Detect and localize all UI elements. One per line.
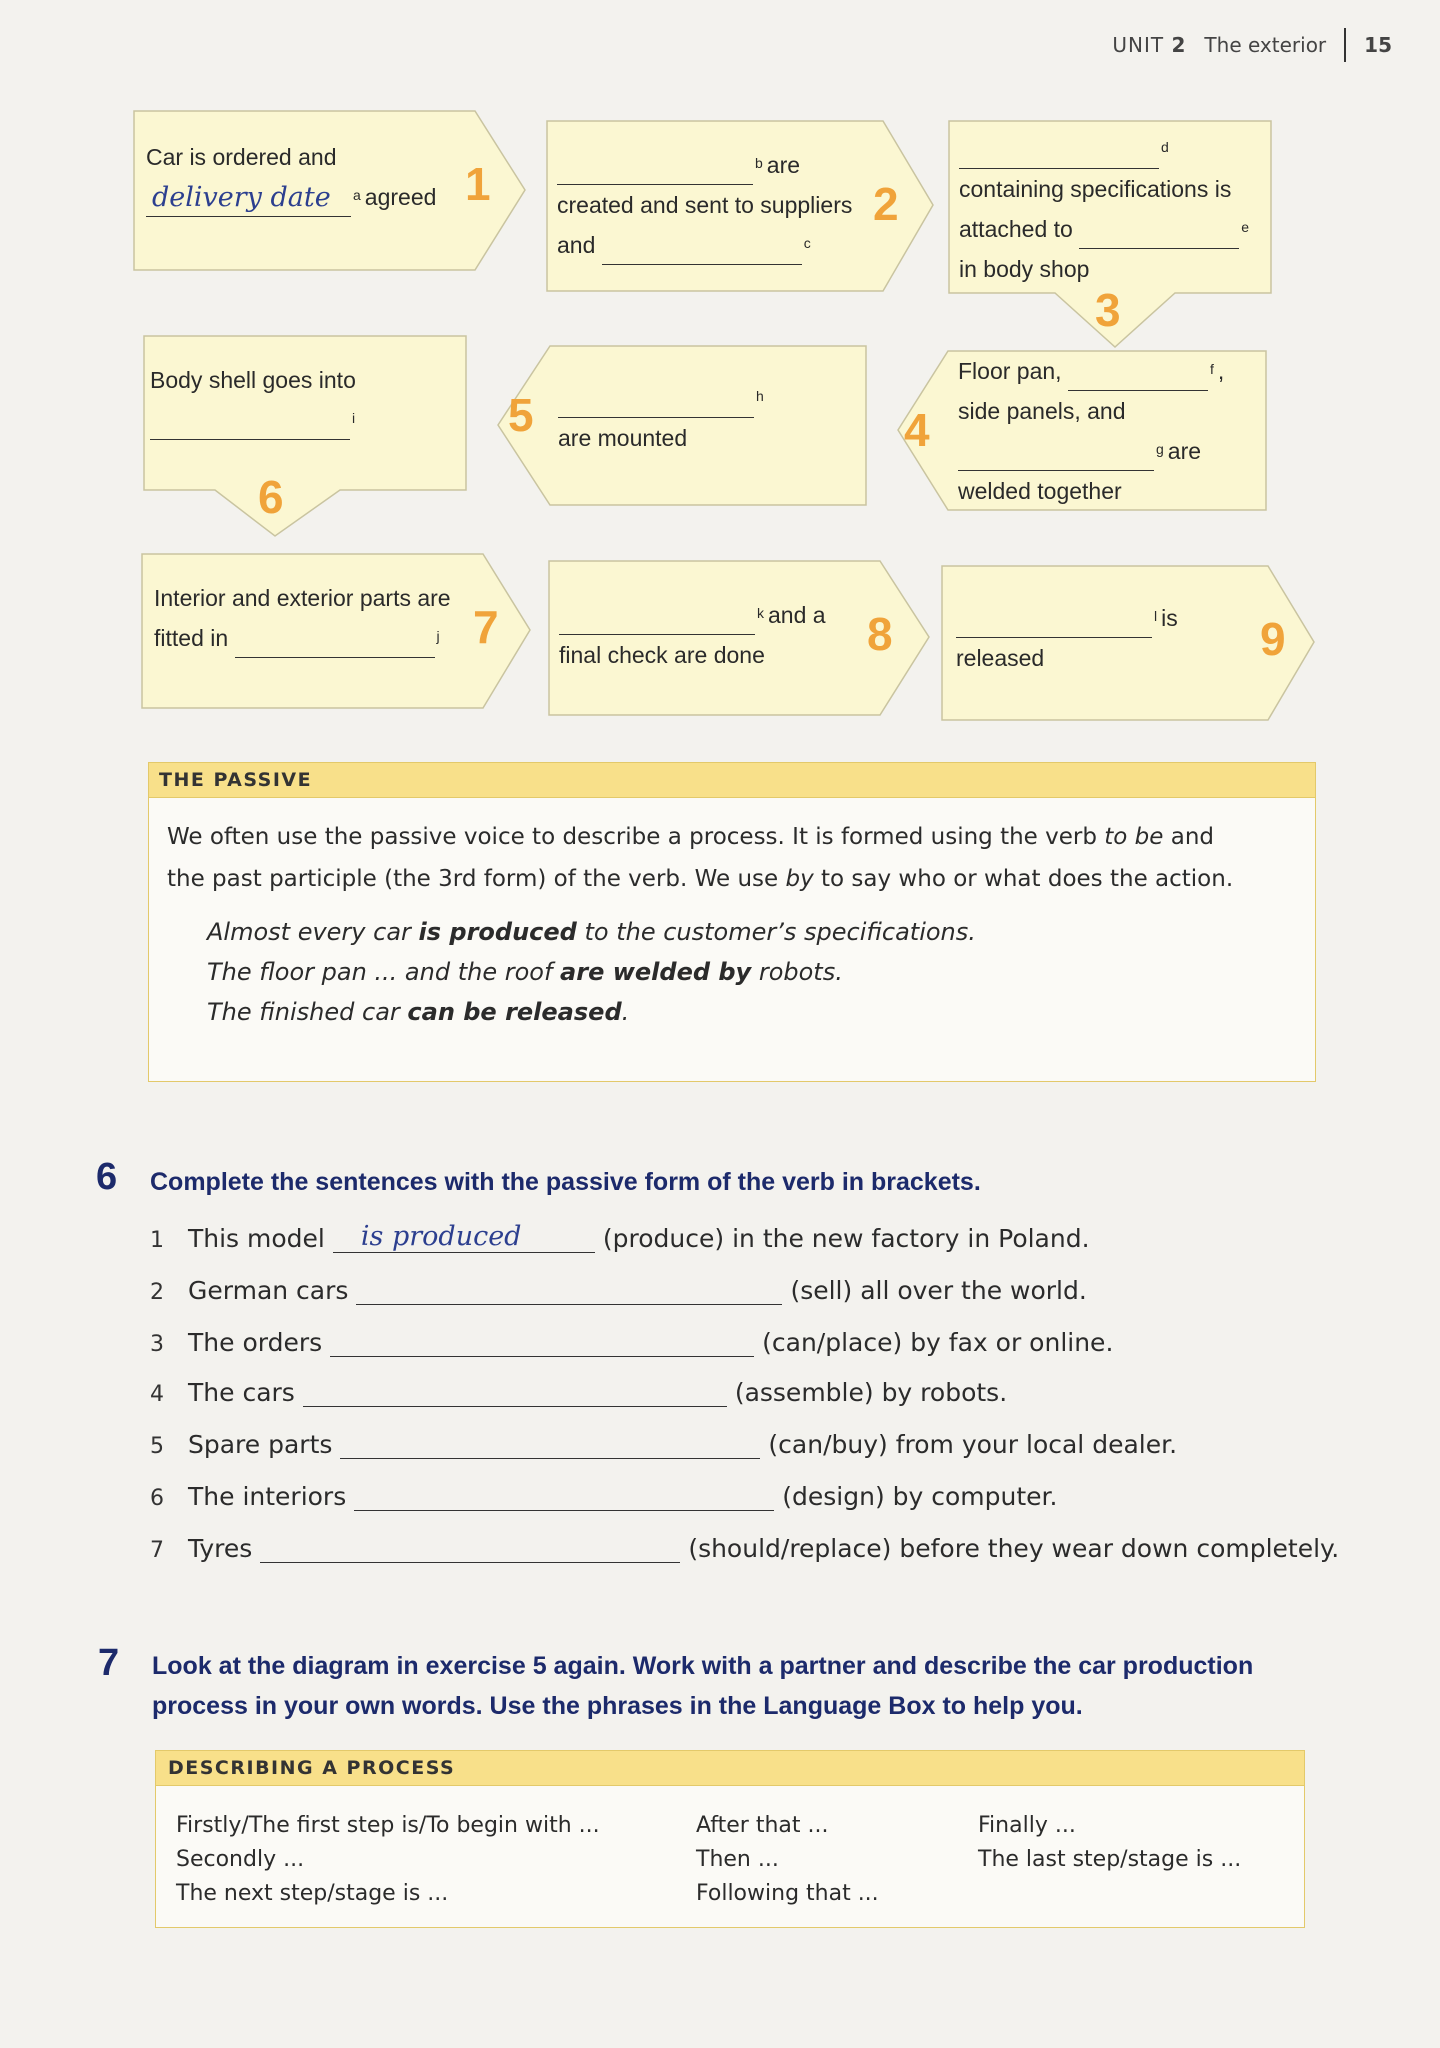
card-text: Interior and exterior parts are fitted in $^j$ [154,578,451,658]
answer-blank[interactable] [956,611,1152,638]
exercise-6-number: 6 [96,1156,118,1198]
process-phrases-column-1: Firstly/The first step is/To begin with ... Secondly ... The next step/stage is ... [176,1813,600,1906]
process-card-9 [938,560,1318,725]
answer-line[interactable] [303,1376,727,1407]
section-title: The exterior [1204,33,1327,57]
step-number: 7 [473,601,499,653]
passive-explanation: We often use the passive voice to describe a process. It is formed using the verb to be and the past participle (the 3rd form) of the verb. We use by to say who or what does the action. [167,824,1234,892]
process-card-2 [543,115,943,297]
answer-line[interactable] [354,1480,774,1511]
process-card-6 [130,330,470,540]
step-number: 9 [1260,613,1286,665]
answer-blank[interactable] [235,631,435,658]
process-card-4 [890,345,1270,515]
exercise-6-item-2: 2 German cars (sell) all over the world. [150,1276,1087,1305]
exercise-7-instruction: Look at the diagram in exercise 5 again. Work with a partner and describe the car production process in your own words. Use the phrases in the Language Box to help you. [152,1652,1254,1720]
answer-line[interactable] [340,1428,760,1459]
passive-grammar-box [148,762,1316,1082]
answer-blank[interactable] [602,238,802,265]
answer-blank[interactable] [959,142,1159,169]
exercise-6-item-1: 1 This model is produced (produce) in the new factory in Poland. [150,1221,1090,1253]
card-text: Body shell goes into $^i$ [150,360,359,440]
passive-example-3: The finished car can be released. [207,998,630,1026]
exercise-6-item-5: 5 Spare parts (can/buy) from your local dealer. [150,1430,1178,1459]
passive-example-1: Almost every car is produced to the customer’s specifications. [207,918,976,946]
answer-line[interactable] [356,1274,782,1305]
exercise-7-number: 7 [98,1642,120,1684]
card-text: $^l$ is released [956,605,1178,671]
answer-line[interactable] [330,1326,754,1357]
process-phrases-column-2: After that ... Then ... Following that ... [696,1813,879,1906]
exercise-6-item-7: 7 Tyres (should/replace) before they wear down completely. [150,1534,1340,1563]
answer-line[interactable] [260,1532,680,1563]
card-text: $^b$ are created and sent to suppliers and $^c$ [557,145,852,265]
card-text: $^k$ and a final check are done [559,602,826,668]
step-number: 6 [258,471,284,523]
process-box-title: DESCRIBING A PROCESS [156,1751,1304,1786]
exercise-6-item-4: 4 The cars (assemble) by robots. [150,1378,1008,1407]
card-text: $^h$ are mounted [558,388,764,451]
card-text: $^d$ containing specifications is attached to $^e$ in body shop [959,139,1249,282]
step-number: 3 [1095,284,1121,336]
step-number: 2 [873,178,899,230]
step-number: 8 [867,608,893,660]
step-number: 4 [904,404,930,456]
header-divider [1344,28,1346,62]
describing-process-box [155,1750,1305,1928]
answer-blank[interactable] [557,158,753,185]
step-number: 5 [508,389,534,441]
process-card-5 [490,340,870,510]
passive-box-title: THE PASSIVE [149,763,1315,798]
answer-line[interactable]: is produced [333,1222,595,1253]
process-card-8 [545,555,935,720]
answer-blank[interactable] [1079,222,1239,249]
answer-blank[interactable]: delivery date [146,190,351,217]
answer-blank[interactable] [558,391,754,418]
answer-blank[interactable] [958,444,1154,471]
process-card-3 [945,115,1275,350]
answer-blank[interactable] [559,608,755,635]
exercise-6-item-6: 6 The interiors (design) by computer. [150,1482,1058,1511]
card-text: Car is ordered and delivery date $^a$ agreed [146,137,436,217]
answer-blank[interactable] [150,413,350,440]
passive-box-body [149,798,1315,1050]
answer-blank[interactable] [1068,364,1208,391]
exercise-6-item-3: 3 The orders (can/place) by fax or online. [150,1328,1114,1357]
process-card-1 [130,105,530,275]
page-header [1112,28,1392,62]
process-phrases-column-3: Finally ... The last step/stage is ... [978,1813,1242,1872]
unit-label: UNIT 2 [1112,33,1187,57]
passive-example-2: The floor pan ... and the roof are welded by robots. [207,958,843,986]
exercise-6-instruction: Complete the sentences with the passive form of the verb in brackets. [150,1168,981,1196]
step-number: 1 [465,158,491,210]
process-card-7 [138,548,538,713]
card-text: Floor pan, $^f$ , side panels, and $^g$ are welded together [958,358,1225,504]
page-number: 15 [1364,33,1392,57]
